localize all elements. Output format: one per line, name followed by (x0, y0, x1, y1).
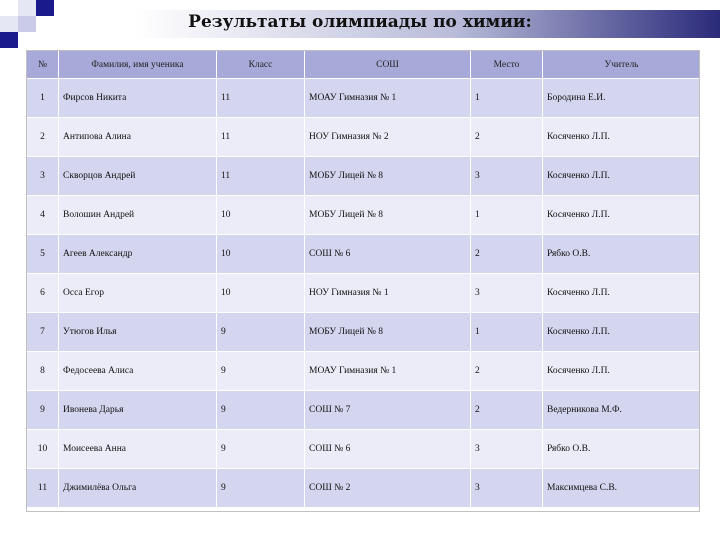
cell-student-name: Осса Егор (59, 274, 217, 313)
table-row (27, 274, 701, 313)
cell-school: СОШ № 6 (305, 235, 471, 274)
cell-student-name: Джимилёва Ольга (59, 469, 217, 508)
page-title: Результаты олимпиады по химии: (188, 12, 532, 32)
cell-teacher: Косяченко Л.П. (543, 274, 701, 313)
cell-place: 3 (471, 430, 543, 469)
cell-student-name: Утюгов Илья (59, 313, 217, 352)
cell-grade: 11 (217, 118, 305, 157)
cell-number: 3 (27, 157, 59, 196)
table-row (27, 157, 701, 196)
cell-school: НОУ Гимназия № 2 (305, 118, 471, 157)
cell-teacher: Максимцева С.В. (543, 469, 701, 508)
table-row (27, 196, 701, 235)
corner-square (0, 32, 18, 48)
cell-school: МОБУ Лицей № 8 (305, 196, 471, 235)
cell-place: 1 (471, 196, 543, 235)
cell-student-name: Ивонева Дарья (59, 391, 217, 430)
cell-place: 3 (471, 469, 543, 508)
cell-student-name: Скворцов Андрей (59, 157, 217, 196)
cell-school: СОШ № 2 (305, 469, 471, 508)
cell-place: 1 (471, 79, 543, 118)
cell-grade: 11 (217, 157, 305, 196)
cell-teacher: Рябко О.В. (543, 430, 701, 469)
table-header-row (27, 51, 701, 79)
cell-grade: 9 (217, 430, 305, 469)
cell-place: 3 (471, 157, 543, 196)
cell-grade: 11 (217, 79, 305, 118)
cell-grade: 9 (217, 469, 305, 508)
header-school: СОШ (305, 51, 471, 79)
cell-grade: 10 (217, 196, 305, 235)
cell-place: 2 (471, 352, 543, 391)
header-name: Фамилия, имя ученика (59, 51, 217, 79)
cell-place: 2 (471, 235, 543, 274)
cell-school: СОШ № 6 (305, 430, 471, 469)
table-row (27, 430, 701, 469)
cell-teacher: Рябко О.В. (543, 235, 701, 274)
header-grade: Класс (217, 51, 305, 79)
cell-number: 8 (27, 352, 59, 391)
cell-school: НОУ Гимназия № 1 (305, 274, 471, 313)
cell-number: 11 (27, 469, 59, 508)
cell-number: 4 (27, 196, 59, 235)
cell-place: 2 (471, 391, 543, 430)
cell-number: 7 (27, 313, 59, 352)
results-table (26, 50, 701, 508)
cell-school: СОШ № 7 (305, 391, 471, 430)
cell-grade: 10 (217, 235, 305, 274)
table-row (27, 469, 701, 508)
cell-place: 3 (471, 274, 543, 313)
header-place: Место (471, 51, 543, 79)
cell-student-name: Федосеева Алиса (59, 352, 217, 391)
cell-school: МОАУ Гимназия № 1 (305, 352, 471, 391)
table-row (27, 79, 701, 118)
cell-teacher: Косяченко Л.П. (543, 157, 701, 196)
cell-number: 1 (27, 79, 59, 118)
table-row (27, 391, 701, 430)
cell-number: 5 (27, 235, 59, 274)
cell-student-name: Антипова Алина (59, 118, 217, 157)
cell-school: МОАУ Гимназия № 1 (305, 79, 471, 118)
cell-teacher: Косяченко Л.П. (543, 313, 701, 352)
table-row (27, 118, 701, 157)
header-teacher: Учитель (543, 51, 701, 79)
cell-grade: 9 (217, 391, 305, 430)
cell-number: 9 (27, 391, 59, 430)
cell-school: МОБУ Лицей № 8 (305, 313, 471, 352)
cell-number: 6 (27, 274, 59, 313)
cell-teacher: Косяченко Л.П. (543, 352, 701, 391)
cell-number: 2 (27, 118, 59, 157)
cell-student-name: Моисеева Анна (59, 430, 217, 469)
cell-grade: 10 (217, 274, 305, 313)
cell-teacher: Ведерникова М.Ф. (543, 391, 701, 430)
cell-number: 10 (27, 430, 59, 469)
cell-student-name: Фирсов Никита (59, 79, 217, 118)
header-number: № (27, 51, 59, 79)
cell-place: 1 (471, 313, 543, 352)
cell-grade: 9 (217, 313, 305, 352)
cell-school: МОБУ Лицей № 8 (305, 157, 471, 196)
cell-place: 2 (471, 118, 543, 157)
cell-student-name: Агеев Александр (59, 235, 217, 274)
cell-student-name: Волошин Андрей (59, 196, 217, 235)
cell-teacher: Косяченко Л.П. (543, 196, 701, 235)
cell-grade: 9 (217, 352, 305, 391)
table-row (27, 313, 701, 352)
table-row (27, 235, 701, 274)
cell-teacher: Бородина Е.И. (543, 79, 701, 118)
table-row (27, 352, 701, 391)
cell-teacher: Косяченко Л.П. (543, 118, 701, 157)
